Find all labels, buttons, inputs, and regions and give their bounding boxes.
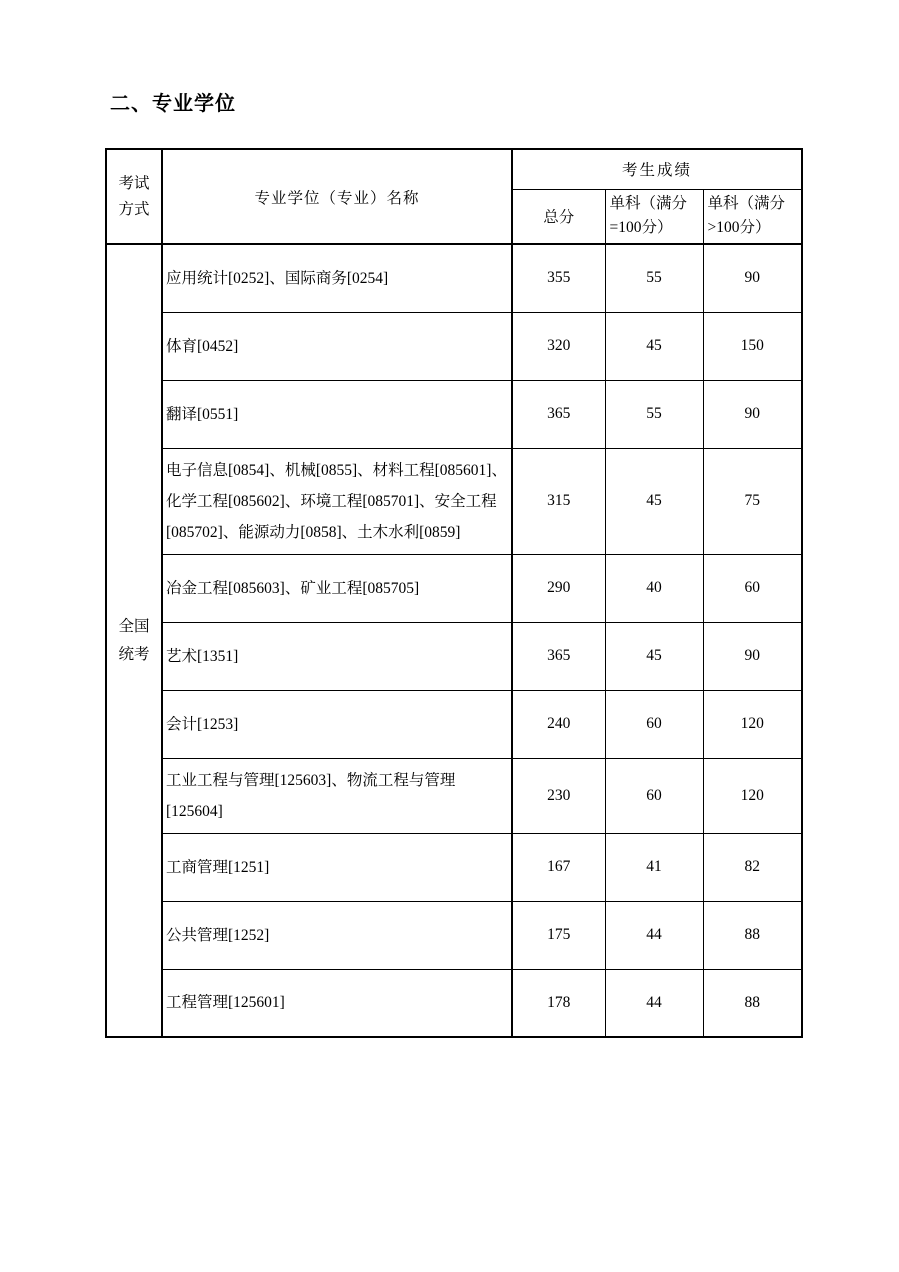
degree-name-cell: 应用统计[0252]、国际商务[0254] [162,244,512,312]
table-row [106,901,802,969]
degree-name-cell: 翻译[0551] [162,380,512,448]
total-score-cell: 178 [512,969,605,1037]
table-row [106,622,802,690]
total-score-cell: 167 [512,833,605,901]
page-title: 二、专业学位 [110,93,236,115]
table-row [106,969,802,1037]
degree-name-cell: 工商管理[1251] [162,833,512,901]
total-score-cell: 230 [512,758,605,833]
degree-name-cell: 工业工程与管理[125603]、物流工程与管理[125604] [162,758,512,833]
exam-method-value: 全国统考 [106,244,162,1037]
table-row [106,380,802,448]
total-score-cell: 240 [512,690,605,758]
degree-name-cell: 公共管理[1252] [162,901,512,969]
table-row [106,554,802,622]
single-subject-over-100-cell: 90 [703,622,802,690]
single-subject-full-100-cell: 45 [605,312,703,380]
table-row [106,833,802,901]
total-score-cell: 315 [512,448,605,554]
total-score-cell: 290 [512,554,605,622]
degree-name-cell: 冶金工程[085603]、矿业工程[085705] [162,554,512,622]
degree-name-cell: 艺术[1351] [162,622,512,690]
degree-name-cell: 工程管理[125601] [162,969,512,1037]
header-row-1 [106,149,802,189]
table-row [106,244,802,312]
single-subject-full-100-cell: 60 [605,690,703,758]
header-exam-method: 考试方式 [106,149,162,244]
header-degree-name: 专业学位（专业）名称 [162,149,512,244]
single-subject-full-100-cell: 41 [605,833,703,901]
single-subject-full-100-cell: 44 [605,901,703,969]
single-subject-full-100-cell: 55 [605,380,703,448]
single-subject-over-100-cell: 75 [703,448,802,554]
degree-name-cell: 体育[0452] [162,312,512,380]
single-subject-full-100-cell: 60 [605,758,703,833]
table-row [106,690,802,758]
total-score-cell: 175 [512,901,605,969]
total-score-cell: 320 [512,312,605,380]
table-row [106,312,802,380]
table-row [106,758,802,833]
total-score-cell: 365 [512,380,605,448]
single-subject-over-100-cell: 120 [703,758,802,833]
single-subject-over-100-cell: 60 [703,554,802,622]
single-subject-over-100-cell: 120 [703,690,802,758]
single-subject-over-100-cell: 90 [703,380,802,448]
header-total-score: 总分 [512,189,605,244]
single-subject-over-100-cell: 150 [703,312,802,380]
header-single-subject-over-100: 单科（满分>100分） [703,189,802,244]
total-score-cell: 365 [512,622,605,690]
single-subject-over-100-cell: 90 [703,244,802,312]
header-single-subject-full-100: 单科（满分=100分） [605,189,703,244]
single-subject-full-100-cell: 45 [605,622,703,690]
single-subject-over-100-cell: 82 [703,833,802,901]
single-subject-full-100-cell: 44 [605,969,703,1037]
degree-name-cell: 会计[1253] [162,690,512,758]
degree-name-cell: 电子信息[0854]、机械[0855]、材料工程[085601]、化学工程[085602]、环境工程[085701]、安全工程[085702]、能源动力[0858]、土木水利[0859] [162,448,512,554]
single-subject-over-100-cell: 88 [703,901,802,969]
total-score-cell: 355 [512,244,605,312]
single-subject-full-100-cell: 45 [605,448,703,554]
header-score-group: 考生成绩 [512,149,802,189]
single-subject-full-100-cell: 55 [605,244,703,312]
single-subject-over-100-cell: 88 [703,969,802,1037]
score-cutoff-table [105,148,803,1038]
single-subject-full-100-cell: 40 [605,554,703,622]
table-row [106,448,802,554]
